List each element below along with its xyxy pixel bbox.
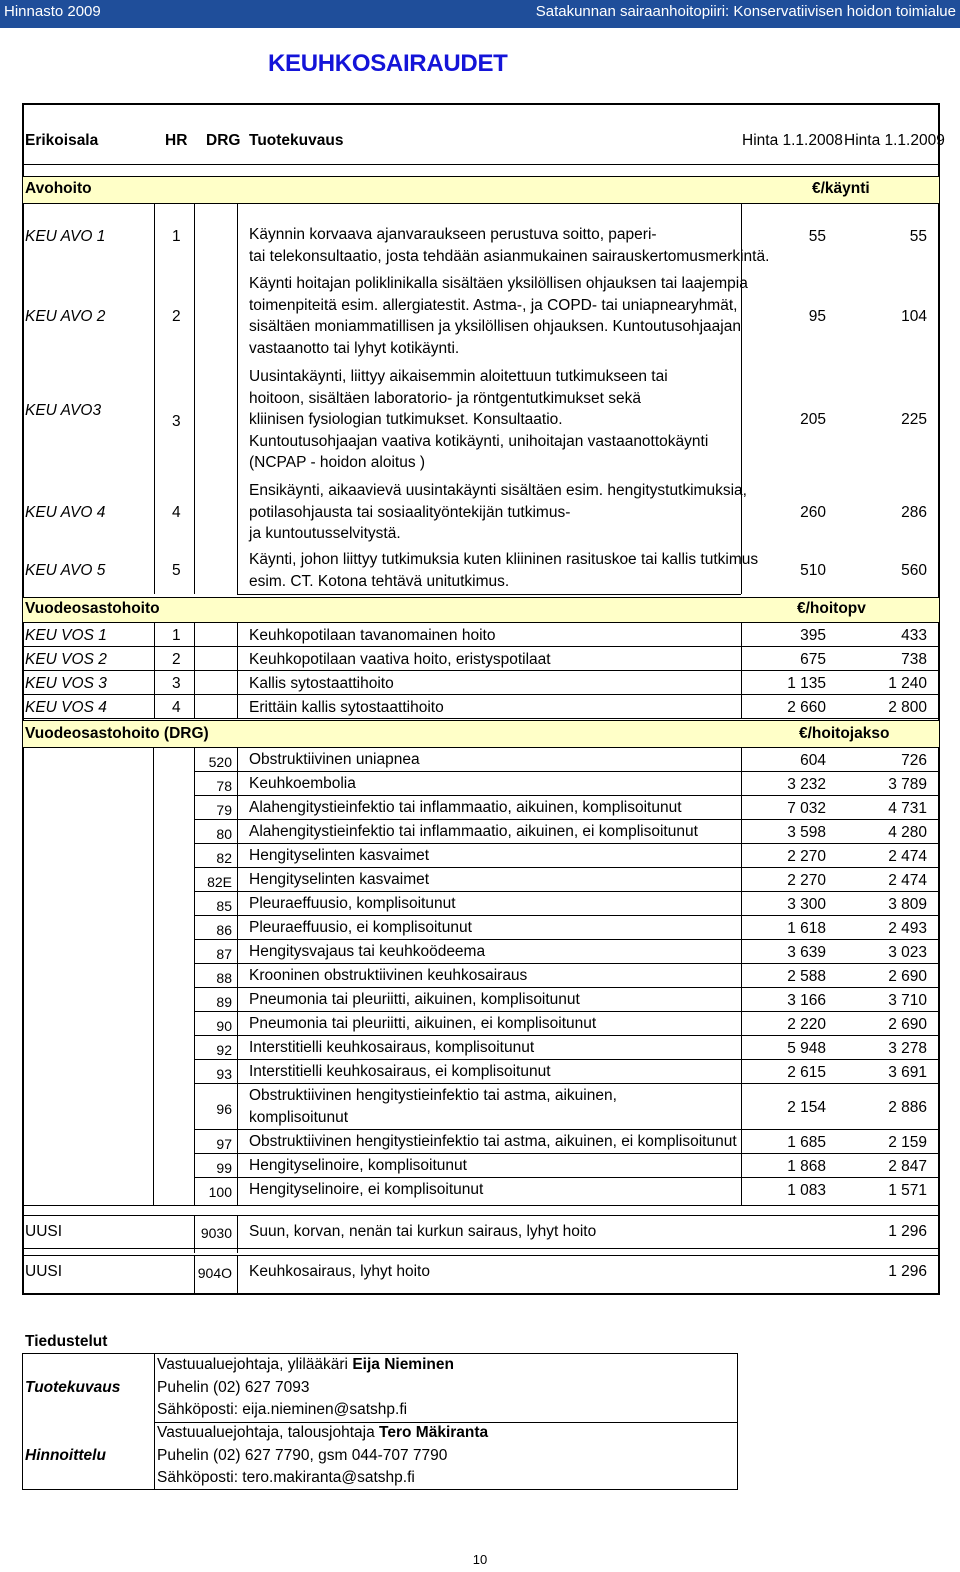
grid-hline — [194, 1083, 940, 1084]
uusi-desc: Keuhkosairaus, lyhyt hoito — [249, 1263, 430, 1280]
drg-price-2008: 2 615 — [787, 1064, 826, 1081]
grid-hline — [22, 646, 940, 647]
drg-price-2009: 3 809 — [888, 896, 927, 913]
avo-desc-line: Käynti, johon liittyy tutkimuksia kuten kliininen rasituskoe tai kallis tutkimus — [249, 551, 759, 568]
drg-price-2009: 726 — [901, 752, 927, 769]
vos-code: KEU VOS 4 — [25, 699, 107, 716]
vos-price-2009: 738 — [901, 651, 927, 668]
grid-hline — [22, 670, 940, 671]
header-left: Hinnasto 2009 — [4, 3, 101, 20]
avo-code: KEU AVO3 — [25, 402, 102, 419]
drg-desc: Pneumonia tai pleuriitti, aikuinen, ei komplisoitunut — [249, 1015, 597, 1032]
section-label-avohoito: Avohoito — [25, 180, 92, 197]
contact-name-hinnoittelu: Tero Mäkiranta — [379, 1424, 489, 1441]
grid-hline — [194, 771, 940, 772]
drg-price-2008: 1 868 — [787, 1158, 826, 1175]
drg-price-2009: 3 691 — [888, 1064, 927, 1081]
drg-code: 89 — [216, 994, 232, 1010]
drg-price-2009: 3 710 — [888, 992, 927, 1009]
uusi-price-2009: 1 296 — [888, 1263, 927, 1280]
drg-price-2009: 2 159 — [888, 1134, 927, 1151]
drg-price-2008: 2 270 — [787, 848, 826, 865]
drg-price-2009: 2 690 — [888, 968, 927, 985]
drg-price-2008: 3 300 — [787, 896, 826, 913]
contact-phone-hinnoittelu: Puhelin (02) 627 7790, gsm 044-707 7790 — [157, 1447, 448, 1464]
drg-desc: Krooninen obstruktiivinen keuhkosairaus — [249, 967, 528, 984]
avo-hr: 4 — [172, 504, 181, 521]
avo-hr: 2 — [172, 308, 181, 325]
drg-desc: Pleuraeffuusio, ei komplisoitunut — [249, 919, 472, 936]
avo-hr: 5 — [172, 562, 181, 579]
grid-hline — [237, 203, 741, 204]
drg-code: 87 — [216, 946, 232, 962]
drg-left-cell — [22, 747, 154, 1205]
section-unit-vuodeosasto: €/hoitopv — [797, 600, 866, 617]
drg-price-2009: 1 571 — [888, 1182, 927, 1199]
avo-price-2008: 95 — [808, 308, 826, 325]
grid-hline — [22, 1215, 940, 1216]
drg-price-2008: 3 639 — [787, 944, 826, 961]
drg-code: 78 — [216, 778, 232, 794]
header-divider — [22, 164, 940, 165]
section-label-drg: Vuodeosastohoito (DRG) — [25, 725, 209, 742]
uusi-code: UUSI — [25, 1223, 63, 1240]
section-unit-avohoito: €/käynti — [812, 180, 870, 197]
drg-price-2009: 2 474 — [888, 848, 927, 865]
col-drg: DRG — [206, 132, 241, 149]
drg-price-2009: 2 847 — [888, 1158, 927, 1175]
drg-code: 99 — [216, 1160, 232, 1176]
drg-code: 82 — [216, 850, 232, 866]
grid-hline — [194, 939, 940, 940]
vos-price-2008: 395 — [800, 627, 826, 644]
drg-price-2008: 3 598 — [787, 824, 826, 841]
col-hr: HR — [165, 132, 188, 149]
avo-desc-line: potilasohjausta tai sosiaalityöntekijän tutkimus- — [249, 503, 571, 521]
vos-price-2008: 675 — [800, 651, 826, 668]
avo-price-2008: 55 — [808, 228, 826, 245]
avo-desc-line: Käynti hoitajan poliklinikalla sisältäen yksilöllisen ohjauksen tai laajempia — [249, 275, 748, 292]
col-hinta-2008: Hinta 1.1.2008 — [742, 132, 843, 149]
grid-hline — [22, 1205, 940, 1206]
grid-vline — [237, 747, 238, 1205]
avo-desc-line: Uusintakäynti, liittyy aikaisemmin aloitettuun tutkimukseen tai — [249, 368, 668, 385]
uusi-price-2009: 1 296 — [888, 1223, 927, 1240]
drg-price-2008: 1 618 — [787, 920, 826, 937]
grid-hline — [194, 1035, 940, 1036]
drg-price-2009: 3 789 — [888, 776, 927, 793]
uusi-desc: Suun, korvan, nenän tai kurkun sairaus, lyhyt hoito — [249, 1223, 597, 1240]
vos-price-2008: 2 660 — [787, 699, 826, 716]
drg-desc: Keuhkoembolia — [249, 775, 356, 792]
drg-code: 97 — [216, 1136, 232, 1152]
drg-price-2008: 1 685 — [787, 1134, 826, 1151]
drg-price-2009: 4 280 — [888, 824, 927, 841]
grid-hline — [22, 694, 940, 695]
drg-desc: Hengitysvajaus tai keuhkoödeema — [249, 943, 486, 960]
contact-phone-tuotekuvaus: Puhelin (02) 627 7093 — [157, 1379, 310, 1396]
grid-hline — [194, 1177, 940, 1178]
drg-code: 93 — [216, 1066, 232, 1082]
contacts-heading: Tiedustelut — [25, 1333, 108, 1350]
drg-price-2008: 2 154 — [787, 1099, 826, 1116]
contact-role-hinnoittelu: Vastuualuejohtaja, talousjohtaja Tero Mäkiranta — [157, 1424, 489, 1441]
drg-code: 96 — [216, 1101, 232, 1117]
drg-code: 85 — [216, 898, 232, 914]
avo-desc-line: Käynnin korvaava ajanvaraukseen perustuva soitto, paperi- — [249, 226, 657, 243]
grid-vline — [154, 203, 155, 594]
drg-price-2009: 3 023 — [888, 944, 927, 961]
drg-code: 90 — [216, 1018, 232, 1034]
grid-hline — [22, 718, 940, 719]
contact-label-hinnoittelu: Hinnoittelu — [25, 1447, 106, 1464]
avo-price-2009: 286 — [901, 504, 927, 521]
contact-role-tuotekuvaus: Vastuualuejohtaja, ylilääkäri Eija Nieminen — [157, 1356, 454, 1373]
drg-price-2008: 2 588 — [787, 968, 826, 985]
document-header — [0, 0, 960, 28]
drg-price-2008: 604 — [800, 752, 826, 769]
grid-vline — [194, 747, 195, 1205]
grid-hline — [194, 843, 940, 844]
vos-desc: Keuhkopotilaan vaativa hoito, eristyspotilaat — [249, 651, 551, 668]
drg-desc: Hengityselinten kasvaimet — [249, 847, 430, 864]
grid-hline — [22, 622, 940, 623]
drg-desc: Alahengitystieinfektio tai inflammaatio, aikuinen, ei komplisoitunut — [249, 823, 698, 840]
drg-code: 100 — [208, 1184, 232, 1200]
vos-price-2008: 1 135 — [787, 675, 826, 692]
avo-desc-line: Kuntoutusohjaajan vaativa kotikäynti, unihoitajan vastaanottokäynti — [249, 432, 709, 450]
avo-desc-line: ja kuntoutusselvitystä. — [249, 525, 401, 542]
drg-price-2008: 3 232 — [787, 776, 826, 793]
drg-desc: Hengityselinoire, komplisoitunut — [249, 1157, 467, 1174]
vos-desc: Kallis sytostaattihoito — [249, 675, 394, 692]
contact-email-tuotekuvaus[interactable]: Sähköposti: eija.nieminen@satshp.fi — [157, 1401, 408, 1418]
uusi-drg: 904O — [197, 1265, 232, 1281]
grid-vline — [194, 1255, 195, 1293]
avo-price-2008: 260 — [800, 504, 826, 521]
drg-price-2008: 3 166 — [787, 992, 826, 1009]
vos-price-2009: 2 800 — [888, 699, 927, 716]
vos-desc: Erittäin kallis sytostaattihoito — [249, 699, 444, 716]
uusi-drg: 9030 — [200, 1225, 232, 1241]
section-label-vuodeosasto: Vuodeosastohoito — [25, 600, 160, 617]
grid-hline — [194, 867, 940, 868]
drg-desc: Hengityselinoire, ei komplisoitunut — [249, 1181, 484, 1198]
avo-code: KEU AVO 4 — [25, 504, 106, 521]
avo-price-2009: 104 — [901, 308, 927, 325]
drg-code: 92 — [216, 1042, 232, 1058]
drg-desc: Hengityselinten kasvaimet — [249, 871, 430, 888]
avo-price-2008: 205 — [800, 411, 826, 428]
drg-price-2009: 2 493 — [888, 920, 927, 937]
grid-hline — [194, 1129, 940, 1130]
grid-vline — [237, 203, 238, 594]
contact-email-hinnoittelu[interactable]: Sähköposti: tero.makiranta@satshp.fi — [157, 1469, 415, 1486]
vos-hr: 2 — [172, 651, 181, 668]
drg-desc-cont: komplisoitunut — [249, 1109, 349, 1126]
col-erikoisala: Erikoisala — [25, 132, 99, 149]
section-band-avohoito — [23, 176, 939, 204]
avo-code: KEU AVO 2 — [25, 308, 106, 325]
vos-price-2009: 1 240 — [888, 675, 927, 692]
grid-hline — [22, 1255, 940, 1256]
grid-hline — [194, 1153, 940, 1154]
contact-label-tuotekuvaus: Tuotekuvaus — [25, 1379, 121, 1396]
avo-hr: 3 — [172, 413, 181, 430]
avo-desc-line: sisältäen moniammatillisen ja yksilöllisen ohjauksen. Kuntoutusohjaajan — [249, 318, 741, 335]
drg-price-2009: 2 474 — [888, 872, 927, 889]
grid-hline — [194, 987, 940, 988]
avo-desc-line: esim. CT. Kotona tehtävä unitutkimus. — [249, 572, 510, 590]
avo-price-2008: 510 — [800, 562, 826, 579]
vos-hr: 1 — [172, 627, 181, 644]
grid-vline — [237, 1255, 238, 1293]
page-number: 10 — [472, 1552, 488, 1567]
vos-hr: 3 — [172, 675, 181, 692]
col-hinta-2009: Hinta 1.1.2009 — [844, 132, 945, 149]
drg-price-2009: 4 731 — [888, 800, 927, 817]
vos-code: KEU VOS 3 — [25, 675, 107, 692]
drg-desc: Interstitielli keuhkosairaus, komplisoitunut — [249, 1039, 535, 1056]
avo-price-2009: 55 — [909, 228, 927, 245]
drg-desc: Pleuraeffuusio, komplisoitunut — [249, 895, 456, 912]
grid-hline — [237, 594, 741, 595]
drg-price-2008: 2 220 — [787, 1016, 826, 1033]
grid-vline — [194, 203, 195, 594]
avo-price-2009: 560 — [901, 562, 927, 579]
grid-hline — [194, 891, 940, 892]
vos-price-2009: 433 — [901, 627, 927, 644]
col-tuotekuvaus: Tuotekuvaus — [249, 132, 344, 149]
uusi-code: UUSI — [25, 1263, 63, 1280]
page-title: KEUHKOSAIRAUDET — [268, 50, 508, 77]
contact-name-tuotekuvaus: Eija Nieminen — [352, 1356, 454, 1373]
vos-desc: Keuhkopotilaan tavanomainen hoito — [249, 627, 496, 644]
avo-code: KEU AVO 1 — [25, 228, 106, 245]
header-right: Satakunnan sairaanhoitopiiri: Konservatiivisen hoidon toimialue — [535, 3, 956, 20]
grid-hline — [194, 1011, 940, 1012]
grid-vline — [741, 747, 742, 1205]
drg-code: 88 — [216, 970, 232, 986]
drg-desc: Obstruktiivinen hengitystieinfektio tai astma, aikuinen, — [249, 1087, 617, 1104]
drg-price-2009: 2 886 — [888, 1099, 927, 1116]
vos-code: KEU VOS 2 — [25, 651, 107, 668]
avo-desc-line: tai telekonsultaatio, josta tehdään asianmukainen sairauskertomusmerkintä. — [249, 247, 770, 265]
vos-code: KEU VOS 1 — [25, 627, 107, 644]
drg-code: 86 — [216, 922, 232, 938]
drg-price-2009: 3 278 — [888, 1040, 927, 1057]
drg-desc: Obstruktiivinen uniapnea — [249, 751, 420, 768]
grid-hline — [194, 915, 940, 916]
avo-desc-line: (NCPAP - hoidon aloitus ) — [249, 454, 426, 471]
grid-hline — [194, 747, 940, 748]
avo-desc-line: Ensikäynti, aikaavievä uusintakäynti sisältäen esim. hengitystutkimuksia, — [249, 482, 747, 499]
avo-desc-line: hoitoon, sisältäen laboratorio- ja röntgentutkimukset sekä — [249, 389, 642, 407]
avo-desc-line: toimenpiteitä esim. allergiatestit. Astma-, ja COPD- tai uniapnearyhmät, — [249, 296, 738, 314]
grid-hline — [194, 963, 940, 964]
drg-code: 79 — [216, 802, 232, 818]
drg-desc: Interstitielli keuhkosairaus, ei komplisoitunut — [249, 1063, 551, 1080]
grid-hline — [194, 819, 940, 820]
drg-code: 82E — [207, 874, 232, 890]
grid-hline — [22, 1248, 940, 1249]
avo-hr: 1 — [172, 228, 181, 245]
drg-desc: Alahengitystieinfektio tai inflammaatio, aikuinen, komplisoitunut — [249, 799, 682, 816]
drg-price-2009: 2 690 — [888, 1016, 927, 1033]
avo-desc-line: vastaanotto tai lyhyt kotikäynti. — [249, 339, 460, 357]
drg-price-2008: 7 032 — [787, 800, 826, 817]
vos-hr: 4 — [172, 699, 181, 716]
drg-desc: Obstruktiivinen hengitystieinfektio tai astma, aikuinen, ei komplisoitunut — [249, 1133, 737, 1150]
drg-price-2008: 1 083 — [787, 1182, 826, 1199]
drg-price-2008: 5 948 — [787, 1040, 826, 1057]
avo-desc-line: kliinisen fysiologian tutkimukset. Konsultaatio. — [249, 411, 563, 428]
avo-price-2009: 225 — [901, 411, 927, 428]
drg-code: 520 — [208, 754, 232, 770]
drg-price-2008: 2 270 — [787, 872, 826, 889]
drg-desc: Pneumonia tai pleuriitti, aikuinen, komplisoitunut — [249, 991, 580, 1008]
section-unit-drg: €/hoitojakso — [799, 725, 890, 742]
grid-hline — [194, 795, 940, 796]
avo-code: KEU AVO 5 — [25, 562, 106, 579]
grid-hline — [194, 1059, 940, 1060]
drg-code: 80 — [216, 826, 232, 842]
